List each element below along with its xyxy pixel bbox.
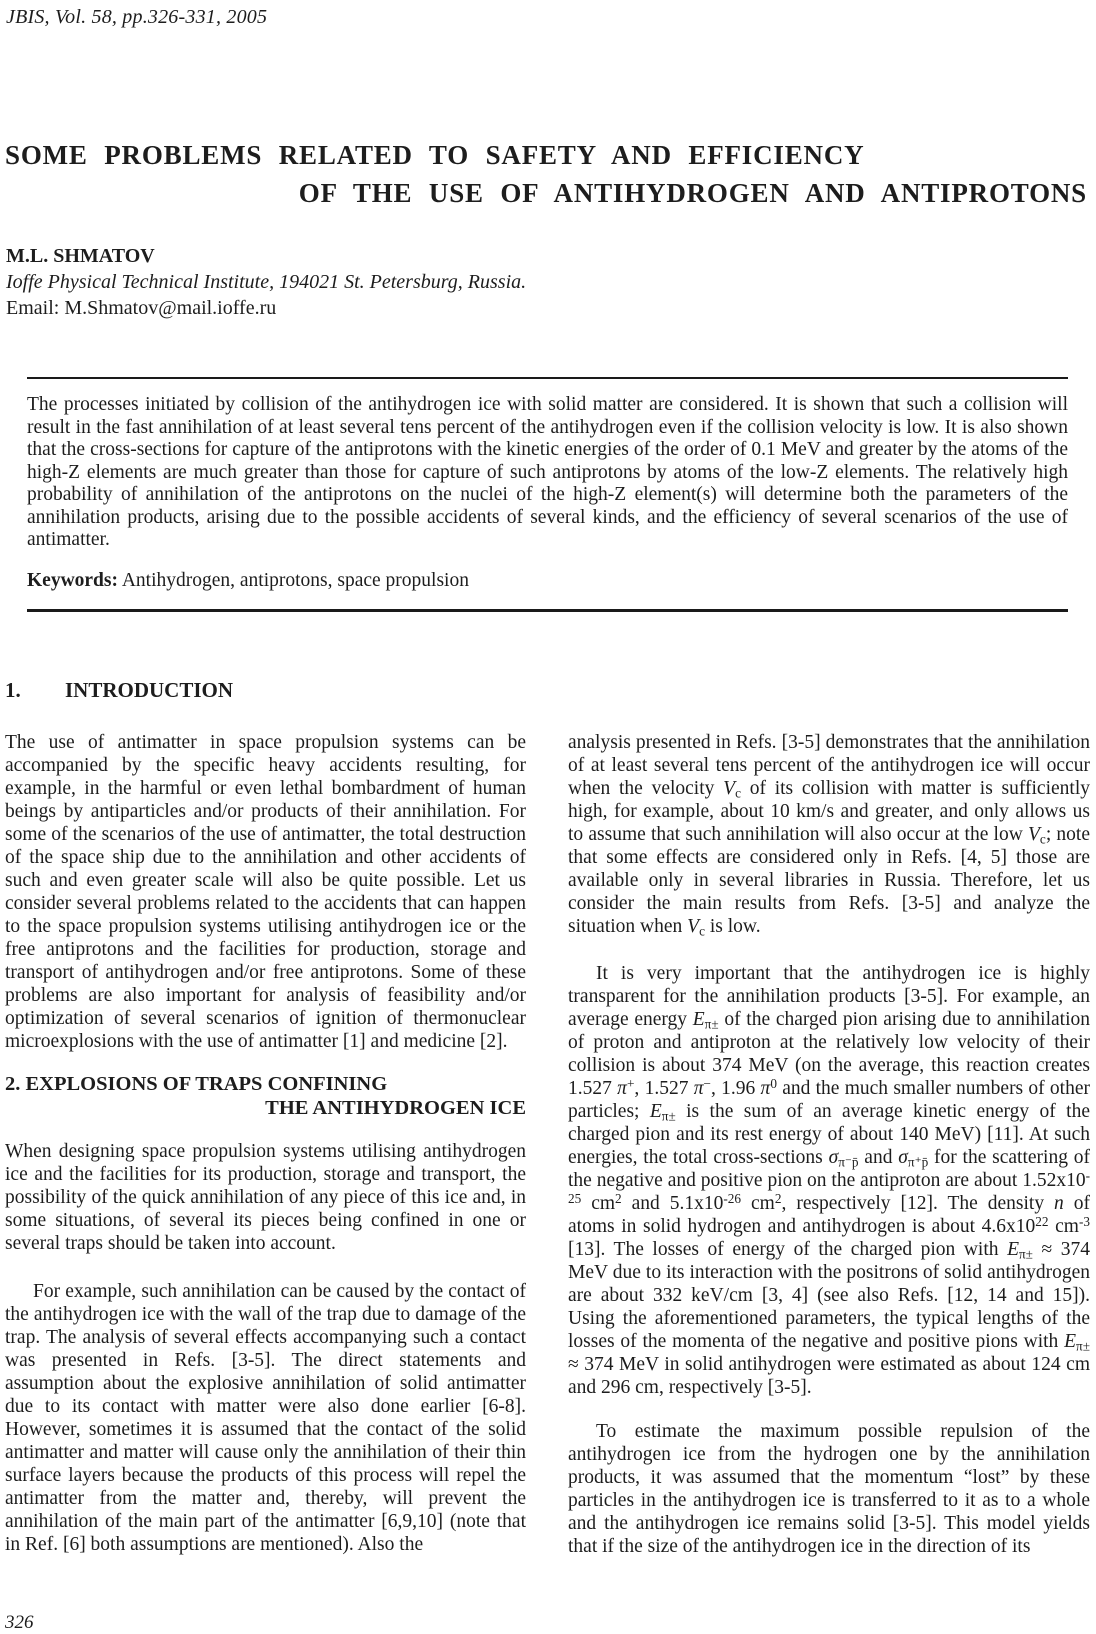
abstract-divider-top xyxy=(27,377,1068,379)
intro-paragraph: The use of antimatter in space propulsion systems can be accompanied by the specific heavy accidents resulting, for example, in the harmful or even lethal bombardment of human beings by antiparticles and/or products of their annihilation. For some of the scenarios of the use of antimatter, the total destruction of the space ship due to the annihilation and other accidents of such and even greater scale will also be quite possible. Let us consider several problems related to the accidents that can happen to the space propulsion systems utilising antihydrogen ice or the free antiprotons and the facilities for production, storage and transport of antihydrogen and/or free antiprotons. Some of these problems are also important for analysis of feasibility and/or optimization of several scenarios of ignition of thermonuclear microexplosions with the use of antimatter [1] and medicine [2]. xyxy=(5,732,526,1052)
journal-reference: JBIS, Vol. 58, pp.326-331, 2005 xyxy=(6,6,268,28)
right-column-paragraph-3: To estimate the maximum possible repulsion of the antihydrogen ice from the hydrogen one by the annihilation products, it was assumed that the momentum “lost” by these particles in the antihydrogen ice is transferred to it as to a whole and the antihydrogen ice remains solid [3-5]. This model yields that if the size of the antihydrogen ice in the direction of its xyxy=(568,1421,1090,1557)
section-2-heading-line-2: THE ANTIHYDROGEN ICE xyxy=(265,1097,526,1119)
keywords-line xyxy=(27,570,1068,592)
section-1-title: INTRODUCTION xyxy=(65,678,234,702)
author-block xyxy=(6,243,526,321)
paper-title-line-1: SOME PROBLEMS RELATED TO SAFETY AND EFFICIENCY xyxy=(5,140,865,170)
section-2-heading-line-1: 2. EXPLOSIONS OF TRAPS CONFINING xyxy=(5,1073,388,1095)
author-email: Email: M.Shmatov@mail.ioffe.ru xyxy=(6,297,277,319)
paper-title xyxy=(5,136,1087,212)
right-column-paragraph-2: It is very important that the antihydrogen ice is highly transparent for the annihilation products [3-5]. For example, an average energy $E_{\pi\pm}$ of the charged pion arising due to annihilation of proton and antiproton at the relatively low velocity of their collision is about 374 MeV (on the average, this reaction creates 1.527 π+, 1.527 π−, 1.96 $\pi^0$ and the much smaller numbers of other particles; $E_{\pi\pm}$ is the sum of an average kinetic energy of the charged pion and its rest energy of about 140 MeV) [11]. At such energies, the total cross-sections $\sigma_{\pi^-p̄}$ and $\sigma_{\pi^+p̄}$ for the scattering of the negative and positive pion on the antiproton are about $1.52x10^{-25}$ $cm^2$ and $5.1x10^{-26}$ $cm^2$, respectively [12]. The density n of atoms in solid hydrogen and antihydrogen is about $4.6x10^{22}$ $cm^{-3}$ [13]. The losses of energy of the charged pion with $E_{\pi\pm} \approx 374$ MeV due to its interaction with the positrons of solid antihydrogen are about 332 keV/cm [3, 4] (see also Refs. [12, 14 and 15]). Using the aforementioned parameters, the typical lengths of the losses of the momenta of the negative and positive pions with $E_{\pi\pm} \approx 374$ MeV in solid antihydrogen were estimated as about 124 cm and 296 cm, respectively [3-5]. xyxy=(568,963,1091,1398)
section-2-paragraph-1: When designing space propulsion systems utilising antihydrogen ice and the facilities for its production, storage and transport, the possibility of the quick annihilation of any piece of this ice and, in some situations, of several its pieces being confined in one or several traps should be taken into account. xyxy=(5,1141,526,1254)
right-column xyxy=(568,731,1090,1558)
section-2-heading xyxy=(5,1072,526,1120)
keywords-text: Antihydrogen, antiprotons, space propulsion xyxy=(121,570,469,591)
abstract-divider-bottom xyxy=(27,609,1068,612)
page-number: 326 xyxy=(5,1612,34,1633)
author-name: M.L. SHMATOV xyxy=(6,245,155,267)
abstract-text: The processes initiated by collision of the antihydrogen ice with solid matter are considered. It is shown that such a collision will result in the fast annihilation of at least several tens percent of the antihydrogen even if the collision velocity is low. It is also shown that the cross-sections for capture of the antiprotons with the kinetic energies of the order of 0.1 MeV and greater by the atoms of the high-Z elements are much greater than those for capture of such antiprotons by atoms of the low-Z elements. The relatively high probability of annihilation of the antiprotons on the nuclei of the high-Z element(s) will determine both the parameters of the annihilation products, arising due to the possible accidents of several kinds, and the efficiency of several scenarios of the use of antimatter. xyxy=(27,394,1068,550)
paper-title-line-2: OF THE USE OF ANTIHYDROGEN AND ANTIPROTONS xyxy=(298,178,1087,208)
section-2-paragraph-2: For example, such annihilation can be caused by the contact of the antihydrogen ice with the wall of the trap due to damage of the trap. The analysis of several effects accompanying such a contact was presented in Refs. [3-5]. The direct statements and assumption about the explosive annihilation of solid antimatter due to its contact with matter were also done earlier [6-8]. However, sometimes it is assumed that the contact of the solid antimatter and matter will cause only the annihilation of their thin surface layers because the products of this process will repel the antimatter from the matter and, thereby, will prevent the annihilation of the main part of the antimatter [6,9,10] (note that in Ref. [6] both assumptions are mentioned). Also the xyxy=(5,1281,526,1555)
section-1-number: 1. xyxy=(5,678,21,702)
author-affiliation: Ioffe Physical Technical Institute, 194021 St. Petersburg, Russia. xyxy=(6,271,527,293)
keywords-label: Keywords: xyxy=(27,570,118,591)
right-column-paragraph-1: analysis presented in Refs. [3-5] demonstrates that the annihilation of at least several tens percent of the antihydrogen ice will occur when the velocity $V_c$ of its collision with matter is sufficiently high, for example, about 10 km/s and greater, and only allows us to assume that such annihilation will also occur at the low $V_c$; note that some effects are considered only in Refs. [4, 5] those are available only in several libraries in Russia. Therefore, let us consider the main results from Refs. [3-5] and analyze the situation when $V_c$ is low. xyxy=(568,732,1090,939)
section-1-heading xyxy=(5,678,526,702)
left-column xyxy=(5,678,526,1556)
